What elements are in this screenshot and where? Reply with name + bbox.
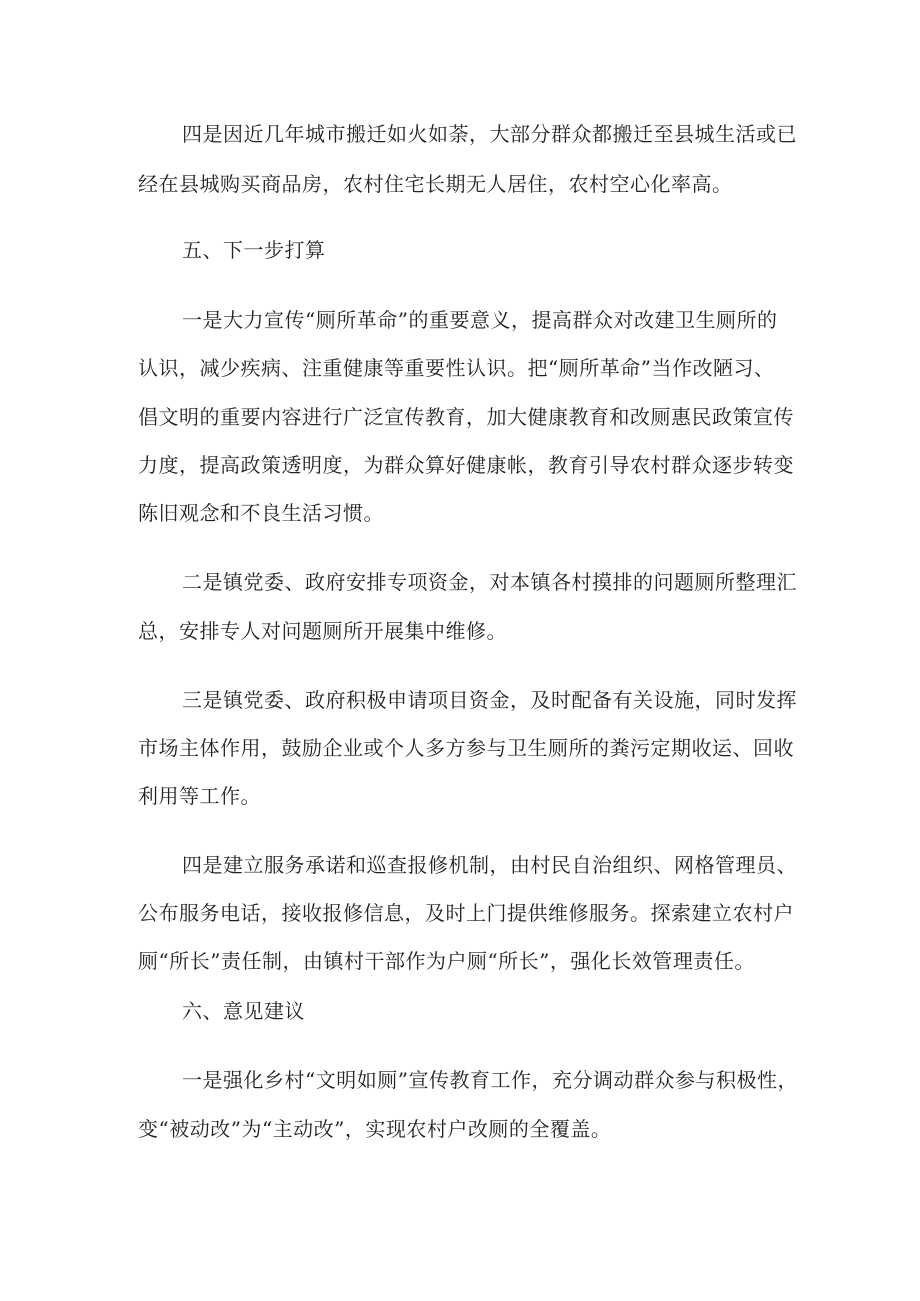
paragraph-line: 倡文明的重要内容进行广泛宣传教育，加大健康教育和改厕惠民政策宣传: [138, 405, 794, 429]
paragraph-line: 变“被动改”为“主动改”，实现农村户改厕的全覆盖。: [138, 1117, 612, 1141]
paragraph-line: 二是镇党委、政府安排专项资金，对本镇各村摸排的问题厕所整理汇: [182, 570, 797, 594]
paragraph-line: 四是因近几年城市搬迁如火如荼，大部分群众都搬迁至县城生活或已: [182, 122, 797, 146]
paragraph-line: 利用等工作。: [138, 784, 261, 808]
paragraph-line: 力度，提高政策透明度，为群众算好健康帐，教育引导农村群众逐步转变: [138, 453, 794, 477]
paragraph-line: 总，安排专人对问题厕所开展集中维修。: [138, 619, 507, 643]
paragraph-line: 厕“所长”责任制，由镇村干部作为户厕“所长”，强化长效管理责任。: [138, 949, 755, 973]
paragraph-line: 经在县城购买商品房，农村住宅长期无人居住，农村空心化率高。: [138, 172, 733, 196]
section-heading: 六、意见建议: [182, 999, 305, 1023]
paragraph-line: 陈旧观念和不良生活习惯。: [138, 501, 384, 525]
paragraph-line: 三是镇党委、政府积极申请项目资金，及时配备有关设施，同时发挥: [182, 688, 797, 712]
paragraph-line: 一是强化乡村“文明如厕”宣传教育工作，充分调动群众参与积极性，: [182, 1068, 798, 1092]
section-heading: 五、下一步打算: [182, 238, 326, 262]
paragraph-line: 公布服务电话，接收报修信息，及时上门提供维修服务。探索建立农村户: [138, 901, 794, 925]
paragraph-line: 认识，减少疾病、注重健康等重要性认识。把“厕所革命”当作改陋习、: [138, 356, 775, 380]
paragraph-line: 四是建立服务承诺和巡查报修机制，由村民自治组织、网格管理员、: [182, 853, 797, 877]
paragraph-line: 一是大力宣传“厕所革命”的重要意义，提高群众对改建卫生厕所的: [182, 308, 778, 332]
paragraph-line: 市场主体作用，鼓励企业或个人多方参与卫生厕所的粪污定期收运、回收: [138, 736, 794, 760]
